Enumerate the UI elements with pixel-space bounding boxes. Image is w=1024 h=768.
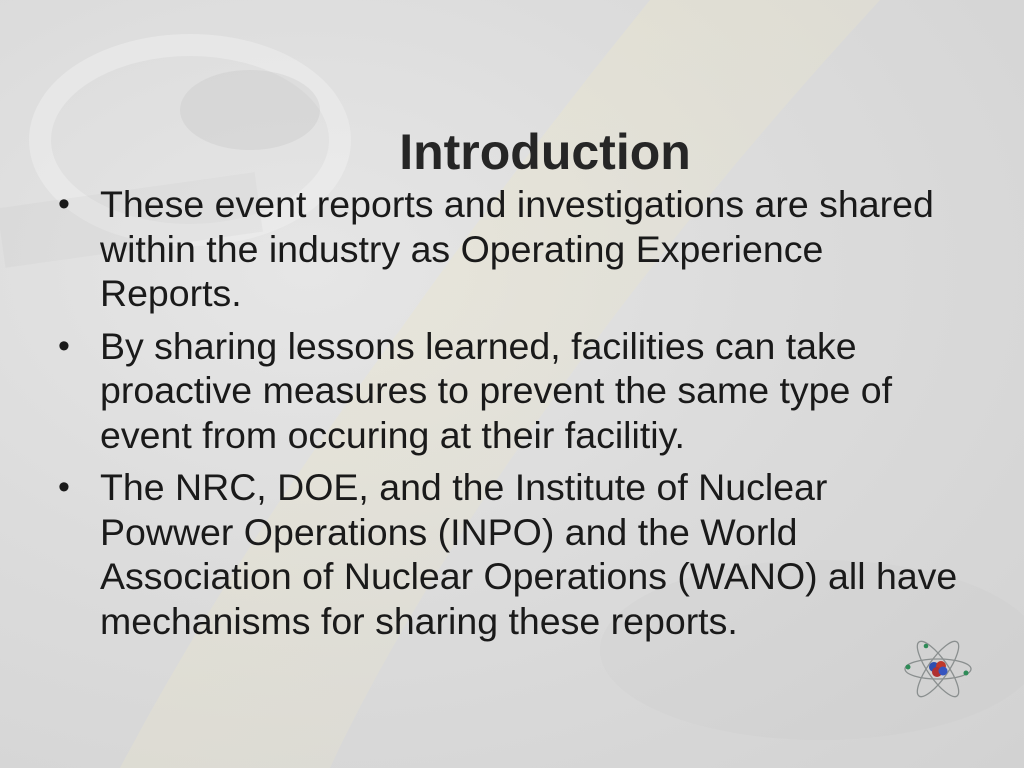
- atom-icon: [902, 640, 974, 698]
- bullet-text: These event reports and investigations are shared within the industry as Operating Experience Reports.: [100, 183, 934, 314]
- bullet-item: [58, 182, 958, 316]
- bullet-text: The NRC, DOE, and the Institute of Nuclear Powwer Operations (INPO) and the World Association of Nuclear Operations (WANO) all have mechanisms for sharing these reports.: [100, 466, 958, 642]
- bullet-marker: •: [58, 468, 70, 506]
- bullet-marker: •: [58, 326, 70, 365]
- bullet-marker: •: [58, 185, 70, 223]
- bullet-list: [58, 182, 958, 651]
- bullet-item: [58, 324, 958, 458]
- bullet-text: By sharing lessons learned, facilities can take proactive measures to prevent the same type of event from occuring at their facilitiy.: [100, 324, 893, 456]
- bullet-item: [58, 465, 958, 643]
- slide-title: Introduction: [399, 123, 691, 180]
